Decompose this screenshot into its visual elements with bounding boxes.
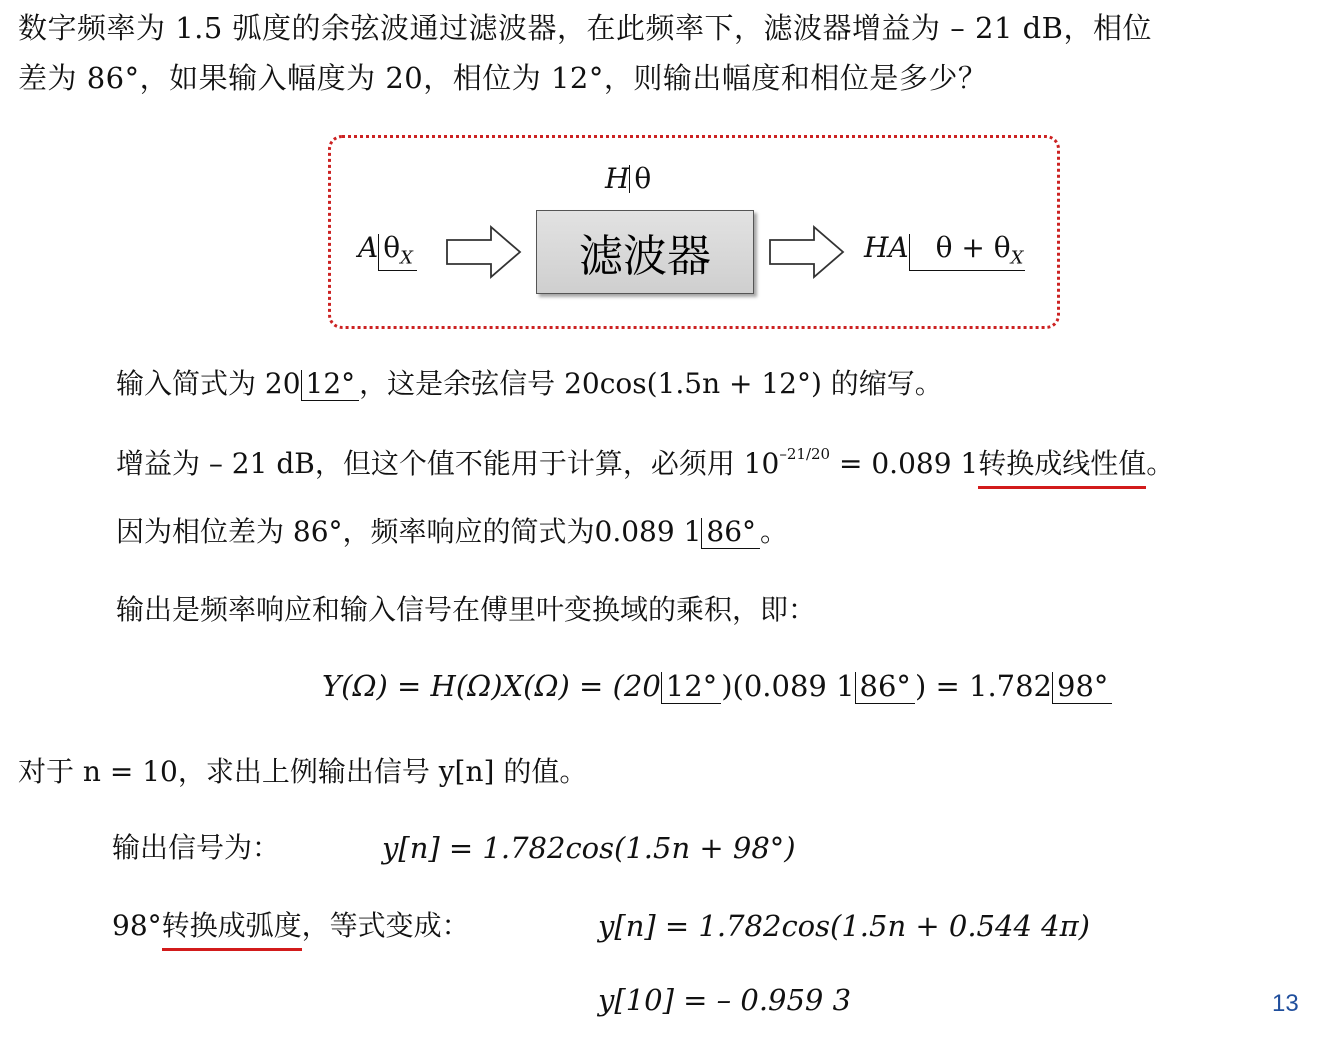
solution-line-2: 增益为 – 21 dB，但这个值不能用于计算，必须用 $10^{-21/20} = 0.089$ 1转换成线性值。 — [116, 447, 1174, 478]
question-2: 对于 n = 10，求出上例输出信号 y[n] 的值。 — [18, 755, 588, 788]
eq-angle-98: 98° — [1052, 672, 1112, 704]
eq-angle-12: 12° — [661, 672, 721, 704]
equation-product: Y(Ω) = H(Ω)X(Ω) = (20 12° )(0.089 1 86° ) = 1.782 98° — [322, 672, 1112, 704]
output-expr: θ + θ — [935, 231, 1011, 264]
final-value-equation: y[10] = – 0.959 3 — [598, 983, 852, 1017]
top-h: H — [605, 162, 630, 195]
filter-block: 滤波器 — [536, 210, 754, 294]
radian-equation: y[n] = 1.782cos(1.5n + 0.544 4π) — [598, 909, 1090, 943]
problem-line-2: 差为 86°，如果输入幅度为 20，相位为 12°，则输出幅度和相位是多少？ — [18, 61, 988, 95]
diagram-input-label — [358, 231, 417, 271]
input-a: A — [358, 231, 379, 264]
page-number: 13 — [1272, 990, 1299, 1017]
angle-12: 12° — [301, 370, 360, 401]
solution-line-3: 因为相位差为 86°，频率响应的简式为0.089 1 86° 。 — [116, 515, 789, 548]
output-equation: y[n] = 1.782cos(1.5n + 98°) — [382, 831, 796, 865]
output-label: 输出信号为： — [112, 831, 281, 864]
output-ha: HA — [864, 231, 909, 264]
convert-radian-underlined: 转换成弧度 — [162, 909, 302, 951]
solution-line-1: 输入简式为 20 12° ，这是余弦信号 20cos(1.5n + 12°) 的缩写。 — [116, 367, 943, 400]
output-sub: X — [1010, 247, 1024, 269]
conversion-line: 98°转换成弧度，等式变成： — [112, 912, 470, 940]
input-arrow-icon — [445, 224, 523, 280]
convert-linear-underlined: 转换成线性值 — [978, 447, 1146, 489]
top-theta: θ — [629, 165, 655, 193]
diagram-top-label — [605, 162, 655, 195]
problem-line-1: 数字频率为 1.5 弧度的余弦波通过滤波器，在此频率下，滤波器增益为 – 21 dB，相位 — [18, 11, 1152, 45]
eq-angle-86: 86° — [855, 672, 915, 704]
input-sub: X — [400, 247, 413, 269]
angle-86: 86° — [701, 518, 760, 549]
diagram-output-label — [864, 231, 1025, 271]
solution-line-4: 输出是频率响应和输入信号在傅里叶变换域的乘积，即： — [116, 593, 817, 626]
exponent: –21/20 — [779, 445, 831, 463]
output-arrow-icon — [768, 224, 846, 280]
input-theta: θ — [383, 231, 401, 264]
